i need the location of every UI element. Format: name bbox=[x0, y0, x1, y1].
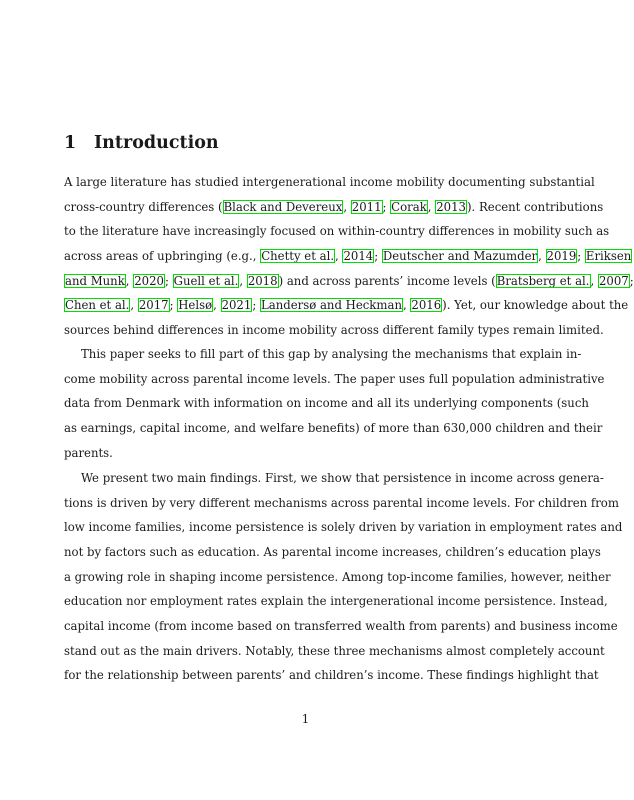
line-text: , bbox=[538, 248, 546, 263]
line-text: ; bbox=[252, 298, 260, 313]
text-line bbox=[64, 495, 619, 511]
text-line bbox=[64, 223, 610, 239]
citation-link[interactable]: Guell et al. bbox=[173, 273, 239, 288]
citation-link[interactable]: 2014 bbox=[343, 248, 374, 263]
line-text: for the relationship between parents’ and children’s income. These findings highlight that bbox=[64, 668, 599, 683]
line-text: not by factors such as education. As parental income increases, children’s education plays bbox=[64, 544, 601, 559]
line-text: A large literature has studied intergenerational income mobility documenting substantial bbox=[64, 175, 595, 189]
text-line bbox=[64, 519, 623, 535]
citation-link[interactable]: 2017 bbox=[138, 298, 169, 313]
citation-link[interactable]: 2020 bbox=[134, 273, 164, 288]
citation-link[interactable]: Eriksen bbox=[585, 248, 632, 263]
text-line bbox=[64, 593, 608, 609]
citation-link[interactable]: 2021 bbox=[221, 298, 252, 313]
citation-link[interactable]: Black and Devereux bbox=[223, 199, 343, 214]
line-text: stand out as the main drivers. Notably, these three mechanisms almost completely account bbox=[64, 643, 605, 658]
citation-link[interactable]: 2018 bbox=[247, 273, 278, 288]
line-text: ). Yet, our knowledge about the bbox=[442, 298, 629, 313]
citation-link[interactable]: and Munk bbox=[65, 273, 125, 288]
citation-link[interactable]: Deutscher and Mazumder bbox=[382, 248, 538, 263]
citation-link[interactable]: Landersø and Heckman bbox=[260, 298, 402, 313]
line-text: parents. bbox=[64, 445, 113, 460]
page-number: 1 bbox=[301, 712, 310, 726]
section-title: Introduction bbox=[94, 133, 219, 153]
line-text: as earnings, capital income, and welfare benefits) of more than 630,000 children and their bbox=[64, 420, 603, 435]
text-line bbox=[64, 643, 605, 659]
text-line bbox=[64, 618, 618, 634]
text-line bbox=[64, 371, 605, 387]
line-text: , bbox=[402, 298, 411, 313]
line-text: come mobility across parental income levels. The paper uses full population administrative bbox=[64, 371, 605, 386]
line-text: ; bbox=[169, 298, 178, 313]
line-text: , bbox=[213, 298, 221, 313]
text-line bbox=[64, 445, 546, 461]
line-text: , bbox=[335, 248, 343, 263]
text-line bbox=[64, 667, 599, 683]
line-text: ; bbox=[577, 248, 585, 263]
citation-link[interactable]: Corak bbox=[391, 199, 427, 214]
line-text: ; bbox=[382, 199, 391, 214]
citation-link[interactable]: Bratsberg et al. bbox=[496, 273, 590, 288]
citation-link[interactable]: Helsø bbox=[178, 298, 213, 313]
line-text: , bbox=[125, 273, 134, 288]
line-text: , bbox=[590, 273, 598, 288]
line-text: low income families, income persistence is solely driven by variation in employment rates and bbox=[64, 520, 623, 535]
line-text: ; bbox=[164, 273, 173, 288]
line-text: cross-country differences ( bbox=[64, 199, 223, 214]
section-number: 1 bbox=[64, 133, 77, 153]
text-line bbox=[64, 273, 634, 289]
line-text: across areas of upbringing (e.g., bbox=[64, 248, 261, 263]
text-line bbox=[64, 420, 603, 436]
text-line bbox=[64, 569, 611, 585]
line-text: tions is driven by very different mechanisms across parental income levels. For children from bbox=[64, 495, 619, 510]
line-text: We present two main findings. First, we show that persistence in income across genera- bbox=[81, 471, 604, 485]
citation-link[interactable]: 2016 bbox=[411, 298, 442, 313]
line-text: data from Denmark with information on income and all its underlying components (such bbox=[64, 396, 589, 411]
line-text: a growing role in shaping income persistence. Among top-income families, however, neither bbox=[64, 569, 611, 584]
text-line bbox=[64, 199, 604, 215]
citation-link[interactable]: 2019 bbox=[546, 248, 577, 263]
text-line bbox=[64, 297, 629, 313]
citation-link[interactable]: 2013 bbox=[436, 199, 466, 214]
line-text: ). Recent contributions bbox=[466, 199, 604, 214]
line-text: education nor employment rates explain the intergenerational income persistence. Instead, bbox=[64, 594, 608, 609]
text-line bbox=[64, 544, 601, 560]
text-line bbox=[64, 248, 632, 264]
line-text: This paper seeks to fill part of this gap by analysing the mechanisms that explain in- bbox=[81, 347, 582, 361]
text-line bbox=[81, 470, 604, 486]
line-text: , bbox=[343, 199, 351, 214]
line-text: , bbox=[239, 273, 247, 288]
text-line bbox=[64, 395, 589, 411]
line-text: , bbox=[427, 199, 436, 214]
text-line bbox=[64, 322, 604, 338]
citation-link[interactable]: 2007 bbox=[598, 273, 629, 288]
line-text: ; bbox=[629, 273, 634, 288]
citation-link[interactable]: Chen et al. bbox=[65, 298, 130, 313]
line-text: capital income (from income based on transferred wealth from parents) and business income bbox=[64, 618, 618, 633]
line-text: ) and across parents’ income levels ( bbox=[278, 273, 496, 288]
line-text: sources behind differences in income mobility across different family types remain limited. bbox=[64, 322, 604, 337]
line-text: ; bbox=[374, 248, 382, 263]
line-text: , bbox=[130, 298, 138, 313]
line-text: to the literature have increasingly focused on within-country differences in mobility such as bbox=[64, 224, 610, 239]
citation-link[interactable]: Chetty et al. bbox=[261, 248, 335, 263]
text-line bbox=[81, 346, 582, 362]
text-line bbox=[64, 174, 595, 190]
citation-link[interactable]: 2011 bbox=[351, 199, 382, 214]
section-heading bbox=[64, 133, 219, 153]
